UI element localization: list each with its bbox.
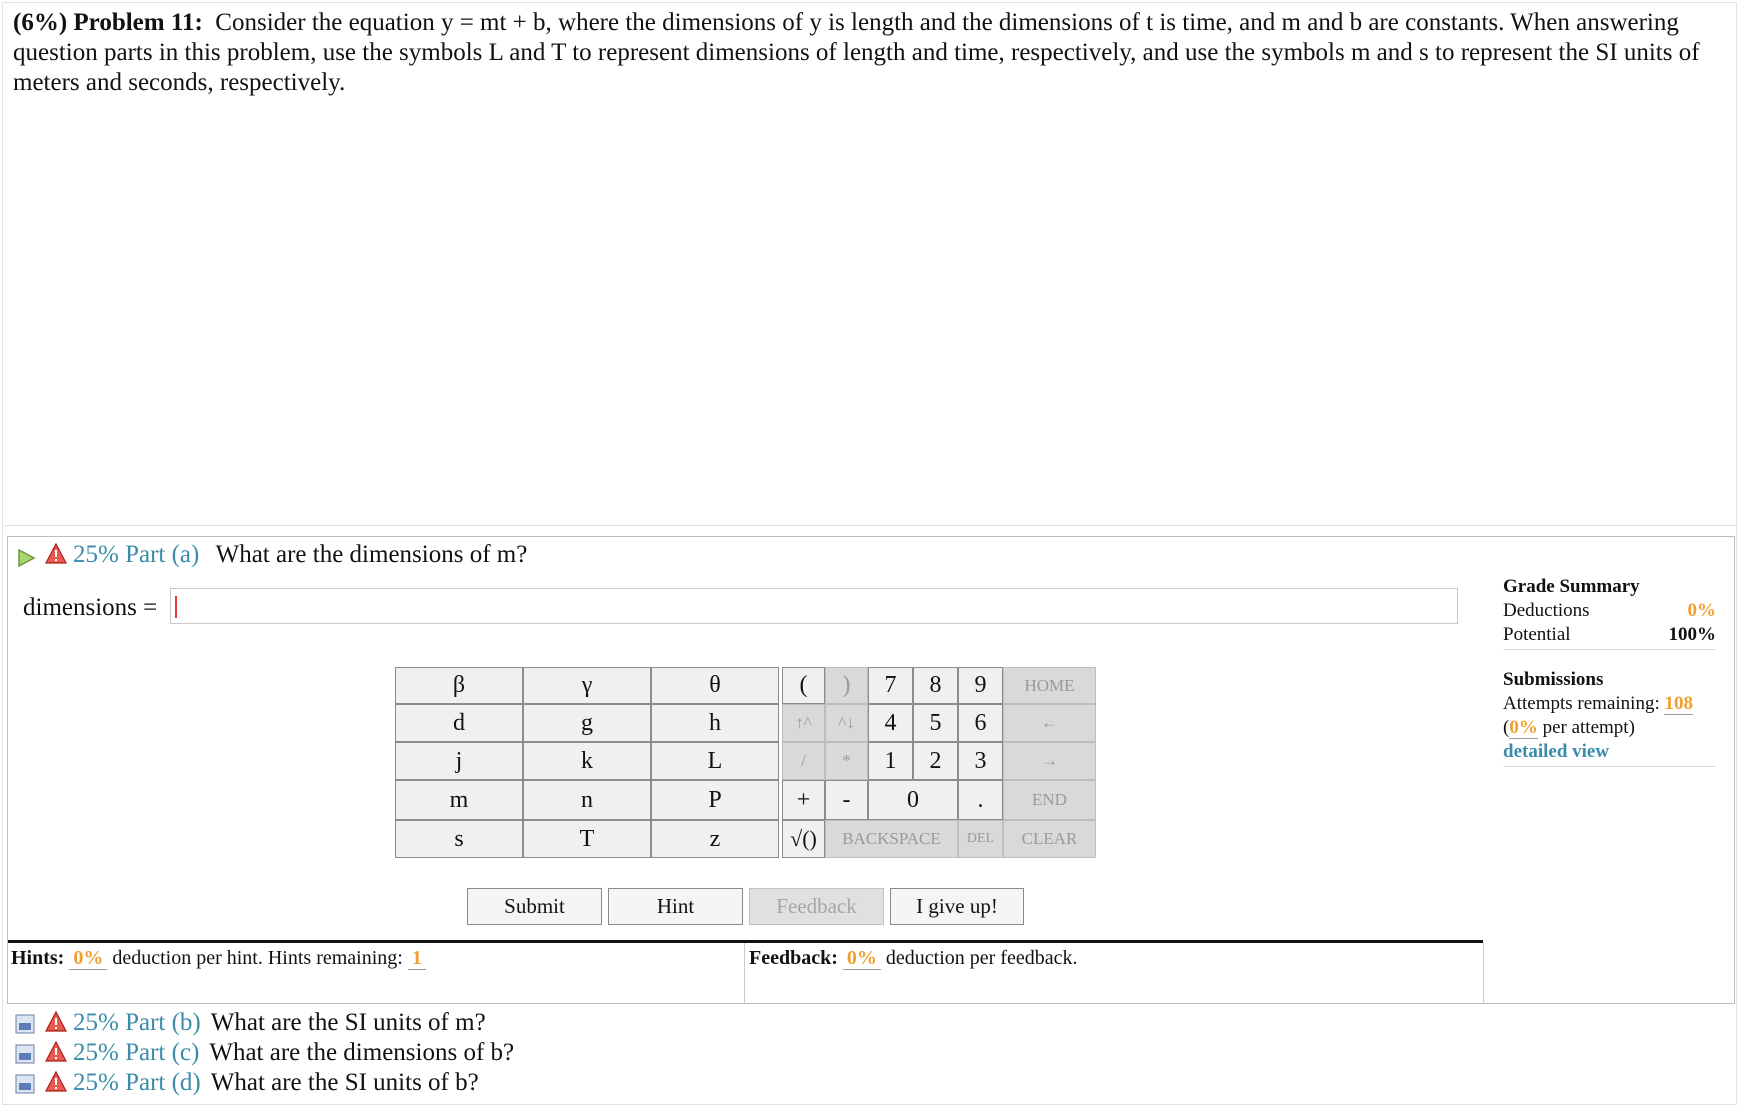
key-plus[interactable]: + (782, 780, 825, 820)
problem-text: Consider the equation y = mt + b, where the dimensions of y is length and the dimensions of t is time, and m and b are constants. When answering question parts in this problem, use the symbols L and T to represent dimensions of length and time, respectively, and use the symbols m and s to represent the SI units of meters and seconds, respectively. (13, 9, 1700, 96)
key-4[interactable]: 4 (868, 704, 913, 742)
hints-divider (8, 940, 1483, 943)
key-T[interactable]: T (523, 820, 651, 858)
key-star[interactable]: * (825, 742, 868, 780)
key-8[interactable]: 8 (913, 667, 958, 704)
submissions-title: Submissions (1503, 669, 1604, 690)
part-a-label[interactable]: Part (a) (125, 541, 200, 568)
per-attempt-row (1503, 716, 1716, 740)
submissions-divider (1503, 766, 1716, 767)
key-0[interactable]: 0 (868, 780, 958, 820)
part-a-header (45, 540, 527, 570)
part-percent: 25% (73, 1039, 119, 1066)
hints-deduction: 0% (69, 947, 107, 970)
hints-remaining: 1 (408, 947, 426, 970)
key-end[interactable]: END (1003, 780, 1096, 820)
answer-input[interactable] (170, 588, 1458, 624)
per-attempt-value: 0% (1509, 717, 1538, 738)
key-right[interactable]: → (1003, 742, 1096, 780)
key-j[interactable]: j (395, 742, 523, 780)
part-percent: 25% (73, 1069, 119, 1096)
key-beta[interactable]: β (395, 667, 523, 704)
warning-icon (45, 1011, 67, 1033)
part-a-percent: 25% (73, 541, 119, 568)
submit-button[interactable]: Submit (467, 888, 602, 925)
key-minus[interactable]: - (825, 780, 868, 820)
problem-label: Problem 11: (73, 9, 203, 36)
key-L[interactable]: L (651, 742, 779, 780)
grade-divider (1503, 649, 1716, 650)
key-g[interactable]: g (523, 704, 651, 742)
potential-row (1503, 623, 1716, 647)
feedback-button[interactable]: Feedback (749, 888, 884, 925)
problem-weight: (6%) (13, 9, 68, 36)
per-attempt-text: per attempt) (1542, 717, 1635, 738)
potential-value: 100% (1668, 624, 1716, 645)
key-6[interactable]: 6 (958, 704, 1003, 742)
warning-icon (45, 1071, 67, 1093)
grade-summary (1503, 575, 1716, 769)
key-P[interactable]: P (651, 780, 779, 820)
key-7[interactable]: 7 (868, 667, 913, 704)
answer-label: dimensions = (23, 594, 158, 621)
hints-feedback-separator (744, 943, 745, 1003)
part-question: What are the SI units of m? (210, 1009, 486, 1036)
feedback-label: Feedback: (749, 947, 838, 969)
expand-part-icon[interactable] (15, 1014, 35, 1034)
part-header (45, 1068, 479, 1098)
warning-icon (45, 1041, 67, 1063)
feedback-text: deduction per feedback. (885, 947, 1078, 969)
problem-statement (13, 8, 1728, 98)
key-1[interactable]: 1 (868, 742, 913, 780)
key-9[interactable]: 9 (958, 667, 1003, 704)
key-down[interactable]: ^↓ (825, 704, 868, 742)
feedback-info (749, 947, 1077, 970)
deductions-label: Deductions (1503, 600, 1590, 621)
key-h[interactable]: h (651, 704, 779, 742)
key-m[interactable]: m (395, 780, 523, 820)
hints-label: Hints: (11, 947, 65, 969)
part-label[interactable]: Part (b) (125, 1009, 201, 1036)
play-icon[interactable] (16, 548, 36, 568)
key-2[interactable]: 2 (913, 742, 958, 780)
key-dot[interactable]: . (958, 780, 1003, 820)
key-slash[interactable]: / (782, 742, 825, 780)
key-5[interactable]: 5 (913, 704, 958, 742)
per-attempt-open: ( (1503, 717, 1510, 738)
part-question: What are the SI units of b? (210, 1069, 479, 1096)
part-header (45, 1038, 514, 1068)
key-n[interactable]: n (523, 780, 651, 820)
divider (4, 525, 1736, 526)
part-percent: 25% (73, 1009, 119, 1036)
hints-info (11, 947, 426, 970)
expand-part-icon[interactable] (15, 1044, 35, 1064)
potential-label: Potential (1503, 624, 1571, 645)
hint-button[interactable]: Hint (608, 888, 743, 925)
key-sqrt[interactable]: √() (782, 820, 825, 858)
key-clear[interactable]: CLEAR (1003, 820, 1096, 858)
hints-text: deduction per hint. Hints remaining: (112, 947, 403, 969)
key-close-paren[interactable]: ) (825, 667, 868, 704)
attempts-row (1503, 692, 1716, 716)
key-open-paren[interactable]: ( (782, 667, 825, 704)
key-k[interactable]: k (523, 742, 651, 780)
part-header (45, 1008, 486, 1038)
attempts-label: Attempts remaining: (1503, 693, 1660, 714)
key-home[interactable]: HOME (1003, 667, 1096, 704)
part-label[interactable]: Part (d) (125, 1069, 201, 1096)
give-up-button[interactable]: I give up! (890, 888, 1024, 925)
key-d[interactable]: d (395, 704, 523, 742)
key-z[interactable]: z (651, 820, 779, 858)
part-question: What are the dimensions of b? (209, 1039, 515, 1066)
key-gamma[interactable]: γ (523, 667, 651, 704)
key-del[interactable]: DEL (958, 820, 1003, 858)
key-left[interactable]: ← (1003, 704, 1096, 742)
deductions-row (1503, 599, 1716, 623)
key-up[interactable]: ↑^ (782, 704, 825, 742)
detailed-view-link[interactable]: detailed view (1503, 741, 1610, 762)
attempts-value: 108 (1664, 693, 1693, 714)
expand-part-icon[interactable] (15, 1074, 35, 1094)
key-3[interactable]: 3 (958, 742, 1003, 780)
key-s[interactable]: s (395, 820, 523, 858)
feedback-right-border (1483, 943, 1484, 1003)
feedback-deduction: 0% (843, 947, 881, 970)
grade-summary-title: Grade Summary (1503, 576, 1640, 597)
deductions-value: 0% (1687, 600, 1716, 621)
part-label[interactable]: Part (c) (125, 1039, 200, 1066)
key-theta[interactable]: θ (651, 667, 779, 704)
key-backspace[interactable]: BACKSPACE (825, 820, 958, 858)
part-a-question: What are the dimensions of m? (215, 541, 528, 568)
warning-icon (45, 543, 67, 565)
text-caret (175, 596, 177, 618)
